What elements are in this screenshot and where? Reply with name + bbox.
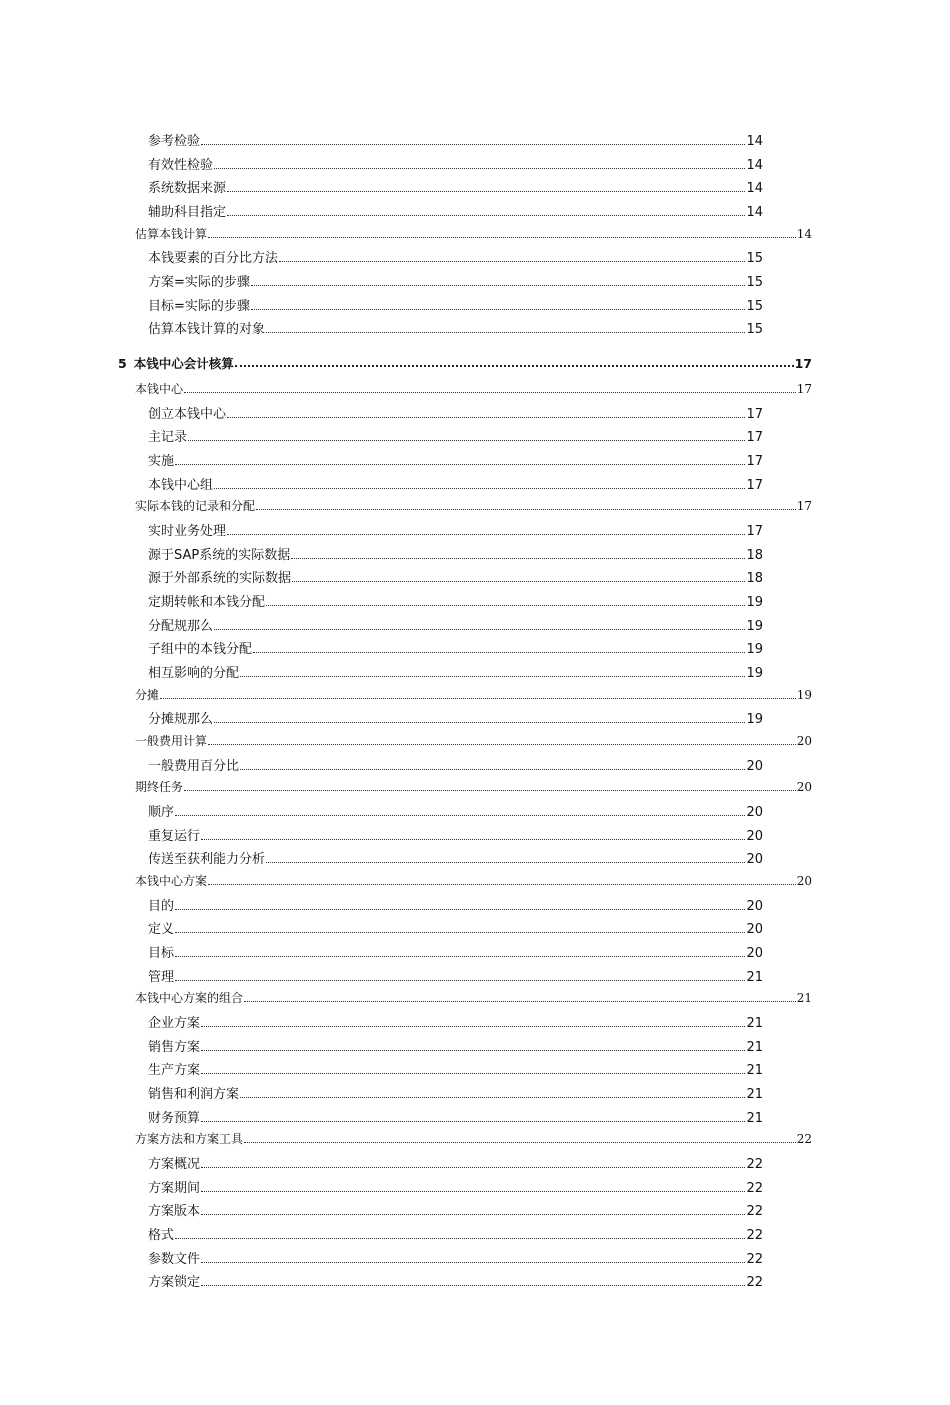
- toc-entry-label: 目的: [148, 895, 174, 914]
- toc-entry-label: 财务预算: [148, 1107, 200, 1126]
- table-of-contents: [0, 130, 950, 1295]
- toc-entry-label: 估算本钱计算: [135, 226, 208, 241]
- dot-leader: [208, 744, 796, 745]
- dot-leader: [256, 509, 796, 510]
- toc-entry[interactable]: [148, 1200, 763, 1224]
- toc-entry-label: 期终任务: [135, 780, 184, 795]
- toc-entry-label: 定义: [148, 918, 174, 937]
- toc-entry[interactable]: [135, 732, 812, 755]
- toc-entry[interactable]: [148, 1153, 763, 1177]
- toc-entry-label: 本钱中心组: [148, 474, 213, 493]
- toc-entry[interactable]: [148, 942, 763, 966]
- dot-leader: [292, 581, 745, 582]
- toc-entry-page-number: 15: [746, 275, 763, 291]
- toc-entry-page-number: 20: [746, 805, 763, 820]
- dot-leader: [227, 534, 745, 535]
- dot-leader: [251, 309, 746, 310]
- toc-entry[interactable]: [148, 1083, 763, 1107]
- dot-leader: [208, 884, 796, 885]
- toc-entry-page-number: 19: [746, 595, 763, 611]
- dot-leader: [291, 558, 745, 559]
- toc-entry-label: 本钱中心会计核算: [133, 356, 234, 372]
- toc-entry-page-number: 21: [746, 969, 763, 985]
- dot-leader: [175, 956, 745, 957]
- toc-entry-label: 参考检验: [148, 130, 200, 149]
- toc-entry-label: 目标=实际的步骤: [148, 295, 250, 314]
- toc-entry[interactable]: [148, 708, 763, 732]
- dot-leader: [175, 464, 745, 465]
- dot-leader: [160, 698, 796, 699]
- toc-entry-page-number: 19: [746, 666, 763, 682]
- toc-entry[interactable]: [148, 895, 763, 919]
- toc-entry-label: 分摊规那么: [148, 708, 213, 727]
- toc-entry-page-number: 17: [746, 454, 763, 470]
- toc-entry-page-number: 17: [746, 477, 763, 493]
- toc-entry[interactable]: [148, 755, 763, 779]
- toc-entry-label: 分摊: [135, 687, 160, 702]
- toc-entry-label: 本钱中心方案: [135, 874, 208, 889]
- dot-leader: [175, 815, 745, 816]
- toc-entry-page-number: 14: [746, 157, 763, 173]
- toc-entry-page-number: 22: [746, 1157, 763, 1173]
- toc-entry-page-number: 19: [796, 687, 812, 702]
- toc-entry-label: 定期转帐和本钱分配: [148, 591, 265, 610]
- toc-entry[interactable]: [148, 1271, 763, 1295]
- toc-entry[interactable]: [148, 201, 763, 225]
- toc-entry[interactable]: [148, 318, 763, 342]
- dot-leader: [188, 440, 745, 441]
- toc-entry-page-number: 21: [746, 1039, 763, 1055]
- toc-entry-page-number: 14: [746, 205, 763, 221]
- toc-entry[interactable]: [148, 918, 763, 942]
- toc-entry[interactable]: [148, 825, 763, 849]
- toc-entry[interactable]: [148, 1012, 763, 1036]
- dot-leader: [214, 488, 745, 489]
- dot-leader: [266, 332, 745, 333]
- toc-entry-page-number: 20: [796, 734, 812, 749]
- dot-leader: [214, 168, 745, 169]
- toc-entry-label: 本钱中心: [135, 382, 184, 397]
- dot-leader: [244, 1142, 796, 1143]
- toc-entry-page-number: 21: [746, 1110, 763, 1126]
- toc-entry-page-number: 18: [746, 547, 763, 563]
- toc-entry[interactable]: [148, 1036, 763, 1060]
- toc-entry-page-number: 20: [746, 758, 763, 774]
- toc-entry[interactable]: [148, 544, 763, 568]
- toc-entry[interactable]: [135, 872, 812, 895]
- dot-leader: [240, 769, 745, 770]
- toc-entry[interactable]: [148, 295, 763, 319]
- dot-leader: [201, 1073, 745, 1074]
- dot-leader: [244, 1001, 796, 1002]
- toc-entry[interactable]: [148, 1177, 763, 1201]
- toc-entry-label: 传送至获利能力分析: [148, 848, 265, 867]
- dot-leader: [201, 1026, 745, 1027]
- toc-entry[interactable]: [148, 247, 763, 271]
- toc-entry-label: 主记录: [148, 426, 187, 445]
- toc-entry-page-number: 14: [746, 134, 763, 149]
- dot-leader: [184, 790, 796, 791]
- toc-entry-page-number: 21: [746, 1087, 763, 1103]
- toc-entry-page-number: 19: [746, 642, 763, 658]
- toc-entry[interactable]: [135, 497, 812, 520]
- toc-entry-page-number: 17: [746, 524, 763, 540]
- dot-leader: [201, 1191, 745, 1192]
- toc-entry-label: 生产方案: [148, 1059, 200, 1078]
- toc-entry[interactable]: [148, 130, 763, 154]
- toc-entry-label: 管理: [148, 966, 174, 985]
- dot-leader: [214, 629, 745, 630]
- toc-entry-label: 重复运行: [148, 825, 200, 844]
- dot-leader: [227, 215, 745, 216]
- dot-leader: [279, 261, 745, 262]
- toc-entry-page-number: 20: [796, 780, 812, 795]
- dot-leader: [240, 1097, 745, 1098]
- toc-entry-label: 方案方法和方案工具: [135, 1132, 244, 1147]
- toc-entry-label: 创立本钱中心: [148, 403, 226, 422]
- toc-entry-label: 方案=实际的步骤: [148, 271, 250, 290]
- toc-entry-label: 相互影响的分配: [148, 662, 239, 681]
- toc-entry[interactable]: [148, 801, 763, 825]
- dot-leader: [253, 652, 745, 653]
- dot-leader: [227, 417, 745, 418]
- toc-entry[interactable]: [148, 615, 763, 639]
- toc-entry[interactable]: [148, 1059, 763, 1083]
- toc-entry-page-number: 20: [746, 898, 763, 914]
- toc-entry-page-number: 20: [746, 852, 763, 868]
- toc-entry[interactable]: [148, 450, 763, 474]
- toc-entry[interactable]: [148, 1248, 763, 1272]
- toc-entry-label: 方案期间: [148, 1177, 200, 1196]
- toc-entry-page-number: 22: [746, 1275, 763, 1291]
- dot-leader: [201, 1167, 745, 1168]
- toc-entry-label: 销售和利润方案: [148, 1083, 239, 1102]
- toc-entry[interactable]: [148, 662, 763, 686]
- toc-entry[interactable]: [148, 154, 763, 178]
- dot-leader: [266, 605, 745, 606]
- dot-leader: [201, 1121, 745, 1122]
- toc-entry[interactable]: [148, 177, 763, 201]
- toc-entry-label: 估算本钱计算的对象: [148, 318, 265, 337]
- toc-entry-page-number: 20: [746, 922, 763, 938]
- toc-entry[interactable]: [148, 567, 763, 591]
- toc-entry-page-number: 22: [746, 1251, 763, 1267]
- toc-entry-page-number: 22: [746, 1228, 763, 1244]
- toc-entry-page-number: 17: [796, 499, 812, 514]
- toc-entry-label: 一般费用计算: [135, 734, 208, 749]
- toc-entry-page-number: 14: [746, 181, 763, 197]
- toc-entry[interactable]: [148, 403, 763, 427]
- toc-entry-label: 源于外部系统的实际数据: [148, 567, 291, 586]
- dot-leader: [251, 285, 746, 286]
- dot-leader: [175, 1238, 745, 1239]
- toc-entry-label: 子组中的本钱分配: [148, 638, 252, 657]
- toc-entry[interactable]: [148, 474, 763, 498]
- toc-entry-page-number: 20: [746, 828, 763, 844]
- dot-leader: [201, 1262, 745, 1263]
- toc-entry[interactable]: [148, 638, 763, 662]
- toc-entry-page-number: 17: [796, 382, 812, 397]
- toc-entry-page-number: 19: [746, 712, 763, 728]
- toc-entry-label: 顺序: [148, 801, 174, 820]
- toc-entry-label: 实际本钱的记录和分配: [135, 499, 256, 514]
- toc-entry-label: 目标: [148, 942, 174, 961]
- toc-entry-page-number: 17: [746, 406, 763, 422]
- toc-entry-page-number: 21: [796, 991, 812, 1006]
- dot-leader: [227, 191, 745, 192]
- toc-entry[interactable]: [148, 271, 763, 295]
- toc-entry-label: 实时业务处理: [148, 520, 226, 539]
- toc-entry[interactable]: [148, 1224, 763, 1248]
- toc-entry-page-number: 22: [746, 1180, 763, 1196]
- dot-leader: [201, 144, 745, 145]
- toc-entry-label: 参数文件: [148, 1248, 200, 1267]
- toc-entry[interactable]: [135, 686, 812, 709]
- toc-entry-page-number: 15: [746, 322, 763, 338]
- toc-entry-page-number: 17: [794, 355, 812, 371]
- toc-entry[interactable]: [135, 778, 812, 801]
- toc-entry-label: 本钱要素的百分比方法: [148, 247, 278, 266]
- toc-entry-page-number: 20: [796, 874, 812, 889]
- toc-entry-label: 源于SAP系统的实际数据: [148, 544, 290, 563]
- toc-entry-label: 辅助科目指定: [148, 201, 226, 220]
- toc-entry-page-number: 21: [746, 1016, 763, 1031]
- toc-entry-page-number: 22: [746, 1204, 763, 1220]
- toc-entry[interactable]: [148, 520, 763, 544]
- toc-entry-label: 销售方案: [148, 1036, 200, 1055]
- toc-entry-label: 方案版本: [148, 1200, 200, 1219]
- toc-entry[interactable]: [148, 1107, 763, 1131]
- toc-entry[interactable]: [135, 225, 812, 248]
- dot-leader: [214, 722, 745, 723]
- toc-entry-number: 5: [118, 355, 127, 371]
- dot-leader: [184, 392, 796, 393]
- toc-entry[interactable]: [148, 848, 763, 872]
- dot-leader: [201, 1214, 745, 1215]
- toc-entry[interactable]: [148, 591, 763, 615]
- dot-leader: [266, 862, 745, 863]
- dot-leader: [201, 1050, 745, 1051]
- toc-entry-page-number: 14: [796, 226, 812, 241]
- toc-entry[interactable]: [135, 989, 812, 1012]
- toc-entry[interactable]: [135, 380, 812, 403]
- toc-entry-label: 企业方案: [148, 1012, 200, 1031]
- toc-entry[interactable]: [148, 426, 763, 450]
- dot-leader: [240, 676, 745, 677]
- toc-entry-label: 方案概况: [148, 1153, 200, 1172]
- toc-entry-page-number: 21: [746, 1063, 763, 1079]
- toc-entry-page-number: 18: [746, 571, 763, 587]
- toc-entry-page-number: 15: [746, 251, 763, 267]
- toc-entry-page-number: 17: [746, 430, 763, 446]
- toc-entry-label: 实施: [148, 450, 174, 469]
- toc-entry-label: 方案锁定: [148, 1271, 200, 1290]
- toc-entry-page-number: 15: [746, 298, 763, 314]
- toc-entry-label: 格式: [148, 1224, 174, 1243]
- toc-entry-label: 系统数据来源: [148, 177, 226, 196]
- dot-leader: [235, 365, 794, 367]
- toc-entry-label: 分配规那么: [148, 615, 213, 634]
- dot-leader: [201, 1285, 745, 1286]
- toc-entry[interactable]: [135, 1130, 812, 1153]
- toc-entry-page-number: 22: [796, 1132, 812, 1147]
- dot-leader: [175, 980, 745, 981]
- toc-entry[interactable]: [118, 346, 812, 380]
- toc-entry-page-number: 19: [746, 618, 763, 634]
- toc-entry-label: 本钱中心方案的组合: [135, 991, 244, 1006]
- toc-entry-label: 有效性检验: [148, 154, 213, 173]
- dot-leader: [201, 839, 745, 840]
- toc-entry-label: 一般费用百分比: [148, 755, 239, 774]
- toc-entry[interactable]: [148, 966, 763, 990]
- dot-leader: [208, 237, 796, 238]
- dot-leader: [175, 909, 745, 910]
- dot-leader: [175, 932, 745, 933]
- toc-entry-page-number: 20: [746, 946, 763, 962]
